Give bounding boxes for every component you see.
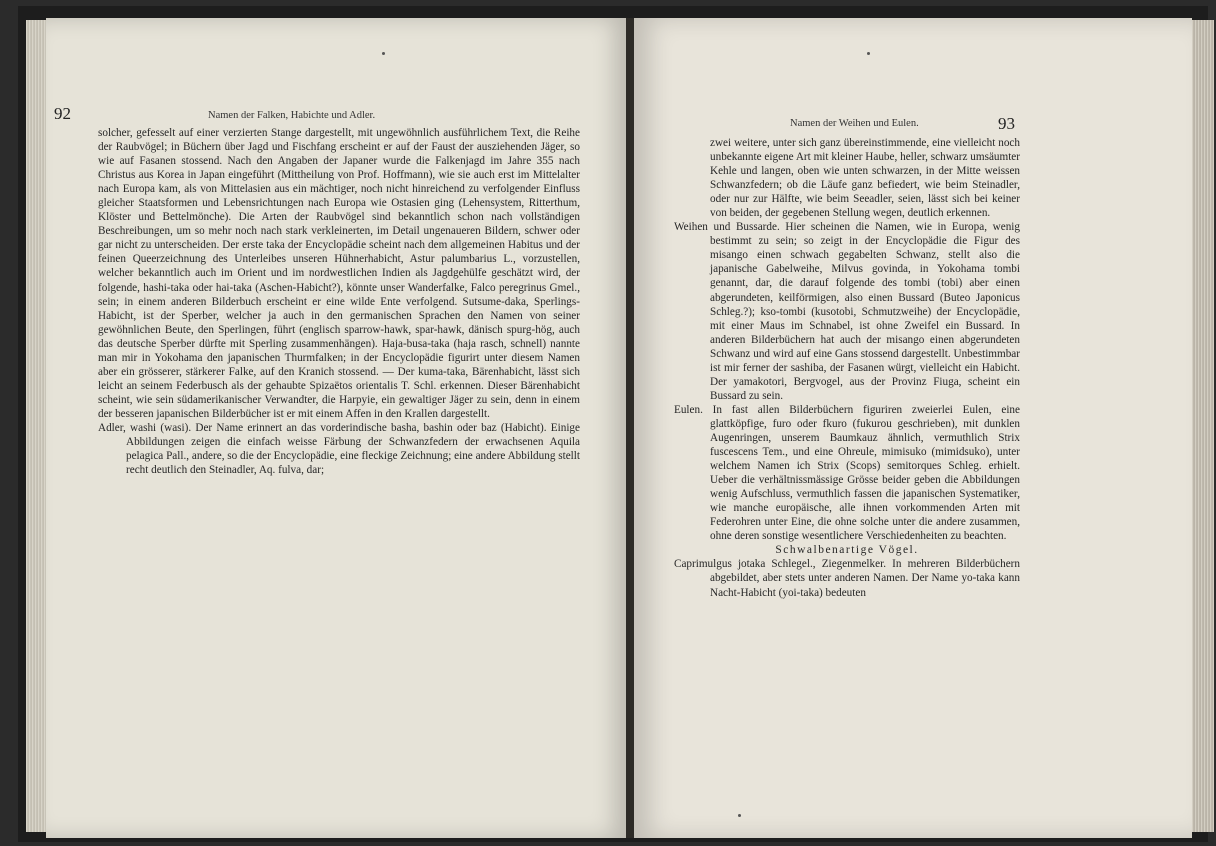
running-head: Namen der Falken, Habichte und Adler.	[208, 110, 376, 121]
paragraph-caprimulgus: Caprimulgus jotaka Schlegel., Ziegenmelker. In mehreren Bilderbüchern abgebildet, aber stets unter anderen Namen. Der Name yo-taka kann Nacht-Habicht (yoi-taka) bedeuten	[674, 558, 1020, 599]
open-book	[18, 6, 1208, 842]
paper-speck	[382, 52, 385, 55]
left-page	[46, 18, 630, 838]
right-body-text	[674, 136, 1020, 600]
paragraph: zwei weitere, unter sich ganz übereinstimmende, eine vielleicht noch unbekannte eigene Art mit kleiner Haube, heller, schwarz umsäumter Kehle und langen, oben wie unten schwarzen, in der Mitte weissen Schwanzfedern; ob die Läufe ganz befiedert, wie beim Steinadler, oder nur zur Hälfte, wie beim Seeadler, seien, lässt sich bei keiner von beiden, der gegebenen Stellung wegen, deutlich erkennen.	[710, 137, 1020, 220]
page-number: 92	[54, 104, 71, 123]
left-body-text	[98, 126, 580, 477]
page-edges-left	[26, 20, 46, 832]
running-head: Namen der Weihen und Eulen.	[790, 118, 919, 129]
page-number: 93	[998, 114, 1015, 133]
paragraph-eulen: Eulen. In fast allen Bilderbüchern figuriren zweierlei Eulen, eine glattköpfige, furo oder fkuro (fukurou geschrieben), mit dunklen Augenringen, unserem Baumkauz ähnlich, vermuthlich Strix fuscescens Tem., und eine Ohreule, mimisuko (mimidsuko), unter welchem Namen ich Strix (Scops) semitorques Schleg. erhielt. Ueber die verhältnissmässige Grösse beider geben die Abbildungen wenig Aufschluss, vermuthlich fassen die japanischen Systematiker, wie manche europäische, alle ihnen vorkommenden Arten mit Federohren unter Eine, die ohne solche unter die andere zusammen, ohne deren sonstige wesentlichere Verschiedenheiten zu beachten.	[674, 403, 1020, 543]
paper-speck	[738, 814, 741, 817]
right-page	[634, 18, 1192, 838]
paragraph-adler: Adler, washi (wasi). Der Name erinnert an das vorderindische basha, bashin oder baz (Habicht). Einige Abbildungen zeigen die einfach weisse Färbung der Schwanzfedern der erwachsenen Aquila pelagica Pall., andere, so die der Encyclopädie, eine fleckige Zeichnung; eine andere Abbildung stellt recht deutlich den Steinadler, Aq. fulva, dar;	[98, 421, 580, 477]
page-edges-right	[1192, 20, 1214, 832]
paragraph-weihen: Weihen und Bussarde. Hier scheinen die Namen, wie in Europa, wenig bestimmt zu sein; so zeigt in der Encyclopädie die Figur des misango einen schwach gegabelten Schwanz, stellt also die japanische Gabelweihe, Milvus govinda, in Yokohama tombi genannt, dar, die darauf folgende des tombi (tobi) aber einen abgerundeten, keilförmigen, also einen Bussard (Buteo Japonicus Schleg.?); kso-tombi (kusotobi, Schmutzweihe) der Encyclopädie, mit einer Maus im Schnabel, ist ohne Zweifel ein Bussard. In anderen Bilderbüchern hat auch der misango einen abgerundeten Schwanz und wird auf eine Gans stossend dargestellt. Unbestimmbar ist mir ferner der sashiba, der Fasanen würgt, vielleicht ein Habicht. Der yamakotori, Bergvogel, aus der Provinz Fiuga, scheint ein Bussard zu sein.	[674, 221, 1020, 402]
paragraph: solcher, gefesselt auf einer verzierten Stange dargestellt, mit ungewöhnlich ausführlichem Text, die Reihe der Raubvögel; in Büchern über Jagd und Fischfang erscheint er auf der Faust der ausziehenden Jäger, so wie auf Fasanen stossend. Nach den Angaben der Japaner wurde die Falkenjagd im Jahre 355 nach Christus aus Korea in Japan eingeführt (Mittheilung von Prof. Hoffmann), wie sie auch erst im Mittelalter nach Europa kam, als von Mittelasien aus ein mächtiger, noch nicht hinreichend zu verfolgender Einfluss gleicher Staatsformen und Lebensrichtungen nach Europa wie Ostasien ging (Lehensystem, Ritterthum, Klöster und Bettelmönche). Die Arten der Raubvögel sind bekanntlich schon nach vollständigen Beschreibungen, um so mehr noch nach stark verkleinerten, im Detail ungenaueren Bildern, schwer oder gar nicht zu unterscheiden. Der erste taka der Encyclopädie scheint nach dem allgemeinen Habitus und der feinen Queerzeichnung des Unterleibes unseren Hühnerhabicht, Astur palumbarius L., vorzustellen, welcher bekanntlich auch im Orient und im nordwestlichen Indien als Jagdgehülfe geschätzt wird, der folgende, hashi-taka oder hai-taka (Aschen-Habicht?), könnte unser Wanderfalke, Falco peregrinus Gmel., sein; in einem anderen Bilderbuch erscheint er eine wilde Ente verfolgend. Sutsume-daka, Sperlings-Habicht, ist der Sperber, welcher ja auch in den germanischen Sprachen den Namen von seiner gewöhnlichen Beute, den Sperlingen, führt (englisch sparrow-hawk, spar-hawk, dänisch spurg-hög, auch das deutsche Sperber dürfte mit Sperling zusammenhängen). Haja-busa-taka (haja rasch, schnell) nannte man mir in Yokohama den japanischen Thurmfalken; in der Encyclopädie figurirt unter diesem Namen aber ein grösserer, stärkerer Falke, auf den Kranich stossend. — Der kuma-taka, Bärenhabicht, lässt sich leicht an seinem Federbusch als der gehaubte Spizaëtos orientalis T. Schl. erkennen. Dieser Bärenhabicht scheint, wie sein südamerikanischer Verwandter, die Harpyie, ein gewaltiger Jäger zu sein, denn in einem der besseren japanischen Bilderbücher ist er mit einem Affen in den Krallen dargestellt.	[98, 127, 580, 420]
paper-speck	[867, 52, 870, 55]
section-heading: Schwalbenartige Vögel.	[775, 544, 919, 557]
